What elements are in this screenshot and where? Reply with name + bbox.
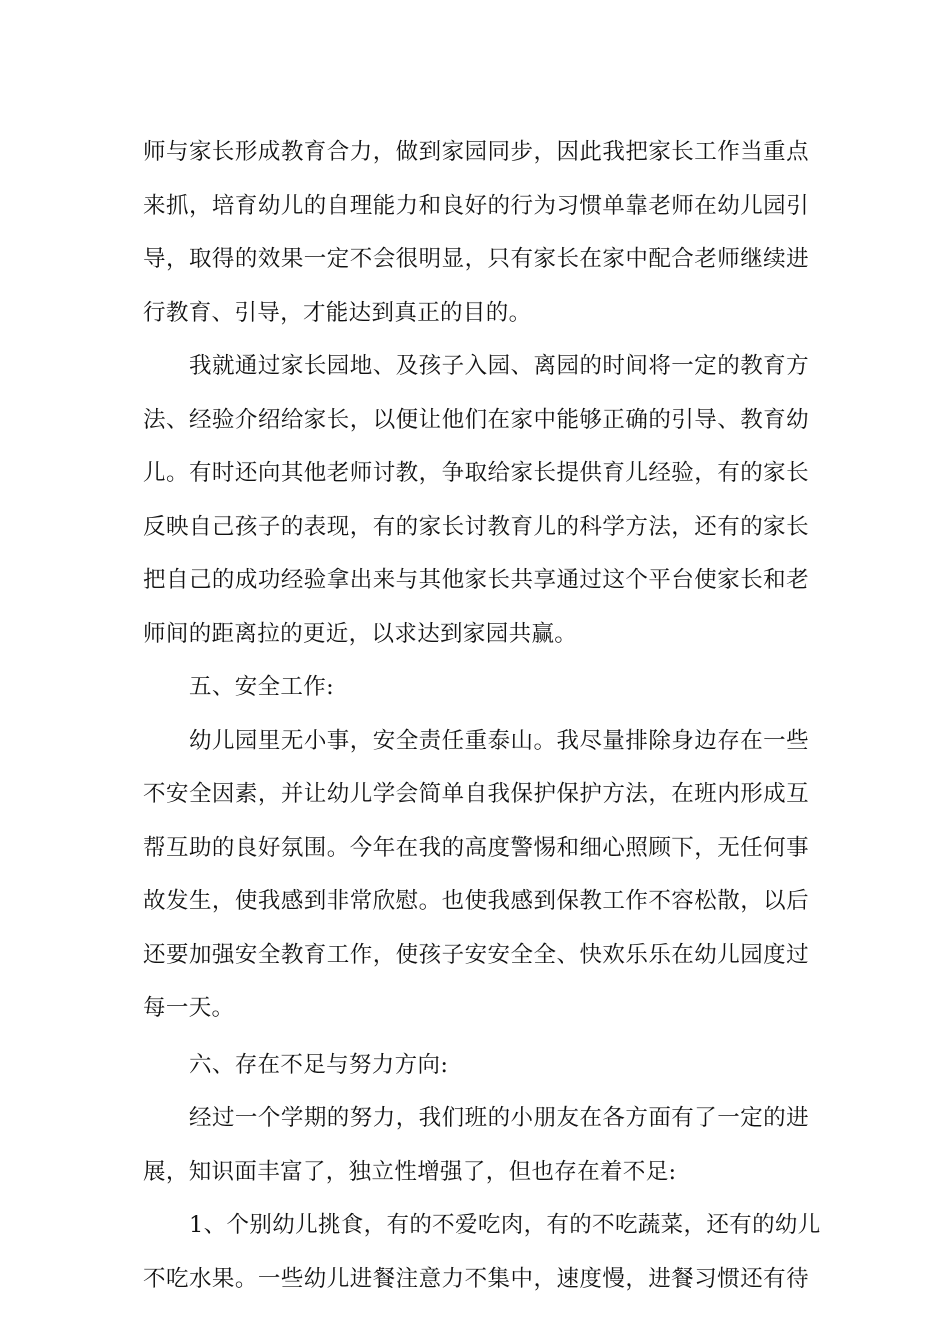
paragraph-start-line: 我就通过家长园地、及孩子入园、离园的时间将一定的教育方 [189,353,809,379]
text-line: 还要加强安全教育工作，使孩子安安全全、快欢乐乐在幼儿园度过 [143,941,809,968]
text-line: 不安全因素，并让幼儿学会简单自我保护保护方法，在班内形成互 [143,781,809,807]
text-line: 把自己的成功经验拿出来与其他家长共享通过这个平台使家长和老 [143,567,809,593]
text-line: 行教育、引导，才能达到真正的目的。 [143,299,532,326]
text-line: 不吃水果。一些幼儿进餐注意力不集中，速度慢，进餐习惯还有待 [143,1265,809,1292]
text-line: 故发生，使我感到非常欣慰。也使我感到保教工作不容松散，以后 [143,888,809,914]
document-body [143,126,821,1306]
list-item-start-line: 1、个别幼儿挑食，有的不爱吃肉，有的不吃蔬菜，还有的幼儿 [189,1212,821,1238]
section-heading-safety: 五、安全工作: [189,674,335,700]
text-line: 导，取得的效果一定不会很明显，只有家长在家中配合老师继续进 [143,246,809,272]
paragraph-start-line: 幼儿园里无小事，安全责任重泰山。我尽量排除身边存在一些 [189,727,809,754]
text-line: 每一天。 [143,995,235,1021]
text-line: 儿。有时还向其他老师讨教，争取给家长提供育儿经验，有的家长 [143,460,809,486]
text-line: 反映自己孩子的表现，有的家长讨教育儿的科学方法，还有的家长 [143,513,809,540]
text-line: 法、经验介绍给家长，以便让他们在家中能够正确的引导、教育幼 [143,406,809,433]
paragraph-start-line: 经过一个学期的努力，我们班的小朋友在各方面有了一定的进 [189,1105,809,1131]
text-line: 展，知识面丰富了，独立性增强了，但也存在着不足: [143,1158,677,1185]
text-line: 师间的距离拉的更近，以求达到家园共赢。 [143,620,578,647]
text-line: 来抓，培育幼儿的自理能力和良好的行为习惯单靠老师在幼儿园引 [143,192,809,219]
section-heading-shortcomings: 六、存在不足与努力方向: [189,1051,449,1078]
text-line: 帮互助的良好氛围。今年在我的高度警惕和细心照顾下，无任何事 [143,834,809,861]
text-line: 师与家长形成教育合力，做到家园同步，因此我把家长工作当重点 [143,139,809,165]
